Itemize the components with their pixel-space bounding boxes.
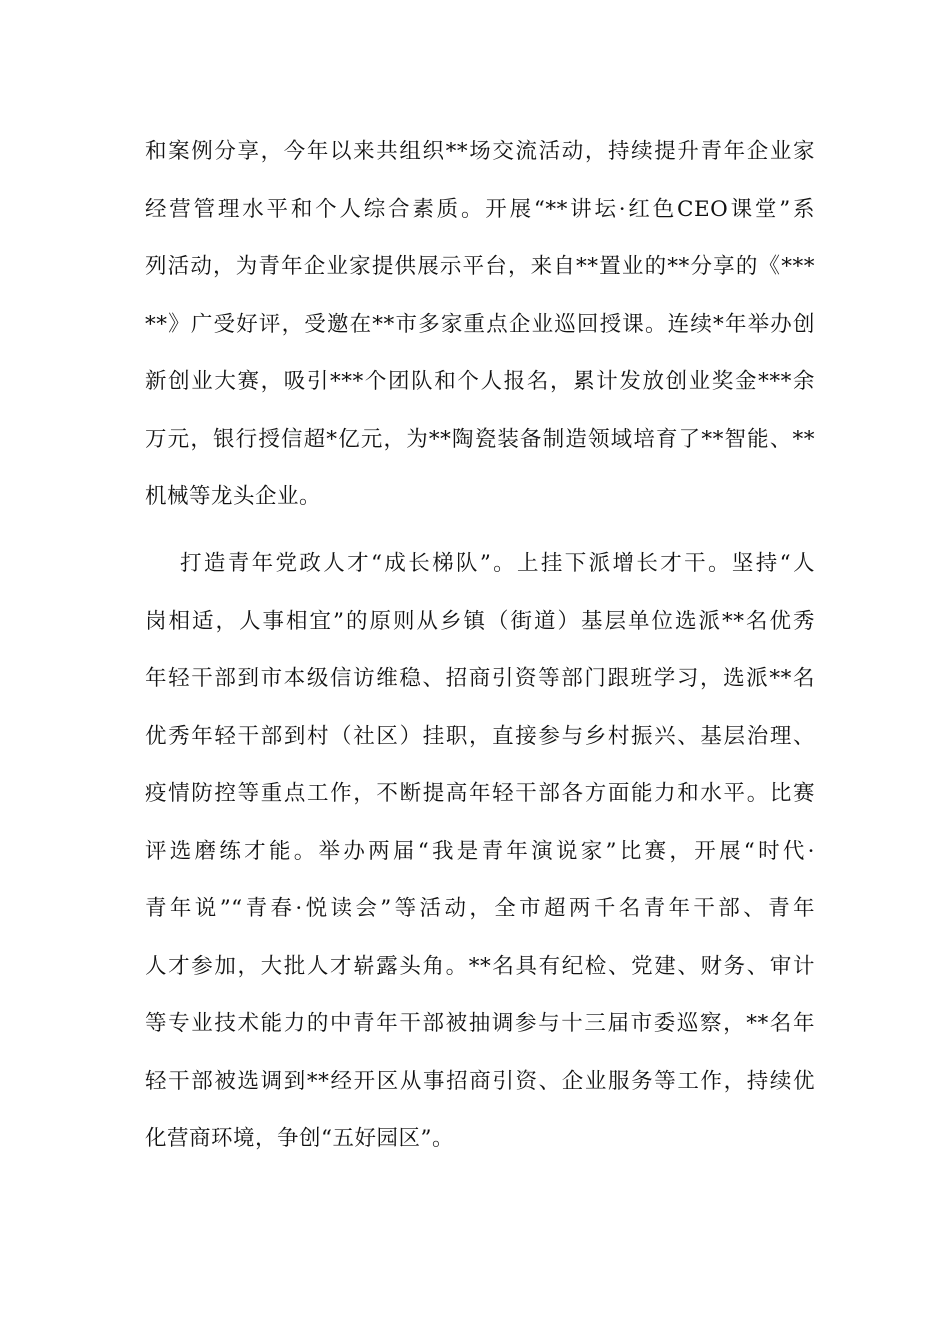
paragraph-2-line-5: 疫情防控等重点工作，不断提高年轻干部各方面能力和水平。比赛 bbox=[145, 781, 815, 806]
paragraph-2-line-8: 人才参加，大批人才崭露头角。**名具有纪检、党建、财务、审计 bbox=[145, 954, 815, 979]
paragraph-1-line-3: 列活动，为青年企业家提供展示平台，来自**置业的**分享的《*** bbox=[145, 254, 815, 279]
paragraph-2-line-6: 评选磨练才能。举办两届“我是青年演说家”比赛，开展“时代· bbox=[145, 839, 815, 864]
paragraph-1-line-6: 万元，银行授信超*亿元，为**陶瓷装备制造领域培育了**智能、** bbox=[145, 427, 815, 452]
paragraph-1-line-7: 机械等龙头企业。 bbox=[145, 484, 322, 509]
paragraph-1-line-1: 和案例分享，今年以来共组织**场交流活动，持续提升青年企业家 bbox=[145, 139, 815, 164]
paragraph-1-line-2: 经营管理水平和个人综合素质。开展“**讲坛·红色CEO课堂”系 bbox=[145, 197, 815, 222]
paragraph-1-line-4: **》广受好评，受邀在**市多家重点企业巡回授课。连续*年举办创 bbox=[145, 312, 815, 337]
paragraph-2-line-2: 岗相适，人事相宜”的原则从乡镇（街道）基层单位选派**名优秀 bbox=[145, 609, 815, 634]
paragraph-2-line-1: 打造青年党政人才“成长梯队”。上挂下派增长才干。坚持“人 bbox=[180, 551, 815, 576]
paragraph-2-line-4: 优秀年轻干部到村（社区）挂职，直接参与乡村振兴、基层治理、 bbox=[145, 724, 815, 749]
paragraph-2-line-7: 青年说”“青春·悦读会”等活动，全市超两千名青年干部、青年 bbox=[145, 896, 815, 921]
paragraph-1-line-5: 新创业大赛，吸引***个团队和个人报名，累计发放创业奖金***余 bbox=[145, 369, 815, 394]
paragraph-2-line-11: 化营商环境，争创“五好园区”。 bbox=[145, 1126, 454, 1151]
paragraph-2-line-9: 等专业技术能力的中青年干部被抽调参与十三届市委巡察，**名年 bbox=[145, 1011, 815, 1036]
paragraph-2-line-3: 年轻干部到市本级信访维稳、招商引资等部门跟班学习，选派**名 bbox=[145, 666, 815, 691]
paragraph-2-line-10: 轻干部被选调到**经开区从事招商引资、企业服务等工作，持续优 bbox=[145, 1069, 815, 1094]
